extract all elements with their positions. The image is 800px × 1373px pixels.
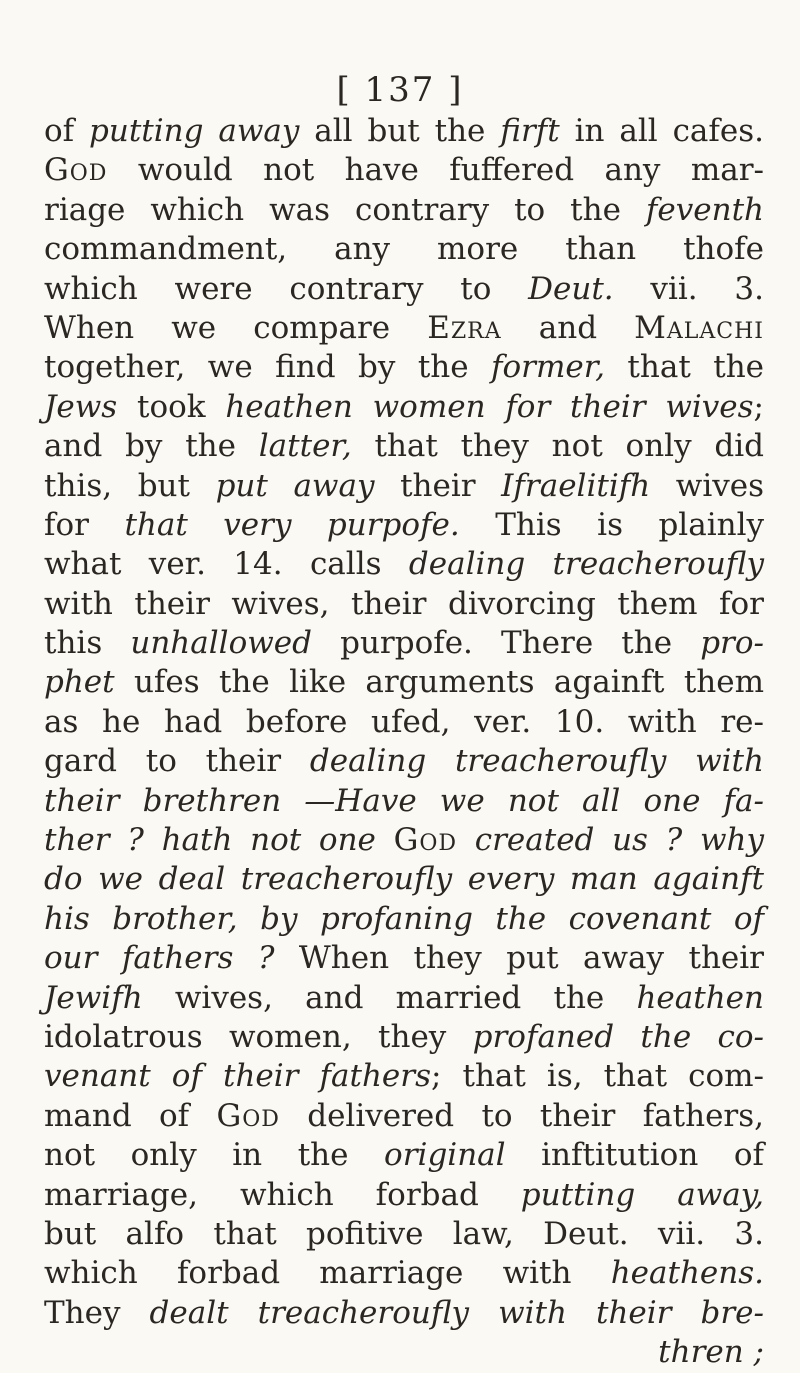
- text-line: [44, 1136, 764, 1175]
- text-span: and: [501, 309, 635, 346]
- text-span: as he had before ufed, ver. 10. with re-: [44, 703, 764, 740]
- text-line: [44, 1215, 764, 1254]
- text-line: [44, 230, 764, 269]
- text-line: [44, 112, 764, 151]
- italic-text: Ifraelitifh: [501, 467, 651, 504]
- text-span: in all cafes.: [559, 113, 764, 149]
- italic-text: latter,: [258, 428, 352, 465]
- italic-text: Jewifh: [44, 979, 143, 1016]
- text-span: wives, and married the: [142, 979, 637, 1016]
- italic-text: dealing treacheroufly with: [309, 743, 764, 780]
- italic-text: Deut.: [528, 270, 614, 307]
- text-line: [44, 860, 764, 899]
- italic-text: do we deal treacheroufly every man againft: [44, 861, 764, 898]
- text-span: commandment, any more than thofe: [44, 231, 764, 268]
- text-span: purpofe. There the: [311, 625, 701, 662]
- text-span: This is plainly: [459, 506, 765, 543]
- text-span: When we compare: [44, 309, 428, 346]
- text-span: gard to their: [44, 743, 310, 780]
- text-span: inftitution of: [505, 1137, 764, 1174]
- italic-text: heathens.: [610, 1255, 764, 1292]
- text-line: [44, 1097, 764, 1136]
- small-caps-text: Malachi: [634, 309, 764, 346]
- text-line: [44, 1254, 764, 1293]
- italic-text: put away: [215, 467, 375, 504]
- text-line: [44, 900, 764, 939]
- text-line: [44, 506, 764, 545]
- text-line: [44, 545, 764, 584]
- small-caps-text: God: [44, 152, 108, 189]
- text-span: wives: [650, 467, 765, 504]
- page-number: [ 137 ]: [336, 70, 464, 110]
- text-span: all but the: [299, 113, 501, 149]
- text-span: would not have fuffered any mar-: [107, 152, 764, 189]
- text-span: which were contrary to: [44, 270, 529, 307]
- text-span: which forbad marriage with: [44, 1255, 611, 1292]
- text-span: and by the: [44, 428, 259, 465]
- text-line: [44, 585, 764, 624]
- text-span: marriage, which forbad: [44, 1176, 521, 1213]
- italic-text: former,: [491, 349, 605, 386]
- text-span: but alfo that pofitive law, Deut. vii. 3.: [44, 1215, 764, 1252]
- italic-text: unhallowed: [130, 625, 312, 662]
- italic-text: phet: [44, 664, 115, 701]
- text-line: [44, 1333, 764, 1372]
- text-span: that they not only did: [351, 428, 764, 465]
- italic-text: his brother, by profaning the covenant of: [44, 900, 764, 937]
- text-line: [44, 663, 764, 702]
- text-span: vii. 3.: [613, 270, 764, 307]
- text-line: [44, 821, 764, 860]
- text-line: [44, 388, 764, 427]
- text-line: [44, 1018, 764, 1057]
- italic-text: heathen: [636, 979, 764, 1016]
- text-span: They: [44, 1294, 150, 1331]
- text-span: ufes the like arguments againft them: [114, 664, 764, 701]
- text-line: [44, 1294, 764, 1333]
- italic-text: venant of their fathers: [44, 1058, 431, 1095]
- text-span: ; that is, that com-: [431, 1058, 764, 1095]
- text-span: that the: [605, 349, 765, 386]
- italic-text: putting away,: [520, 1176, 764, 1213]
- text-span: this: [44, 625, 131, 662]
- text-line: [44, 939, 764, 978]
- text-line: [44, 1057, 764, 1096]
- italic-text: created us ? why: [457, 822, 764, 859]
- text-span: of: [44, 113, 90, 149]
- text-line: [44, 742, 764, 781]
- text-line: [44, 467, 764, 506]
- small-caps-text: Ezra: [427, 309, 502, 346]
- text-line: [44, 979, 764, 1018]
- text-span: for: [44, 506, 125, 543]
- italic-text: profaned the co-: [472, 1018, 764, 1055]
- text-span: with their wives, their divorcing them for: [44, 585, 764, 622]
- text-line: [44, 427, 764, 466]
- italic-text: original: [384, 1137, 506, 1174]
- italic-text: our fathers ?: [44, 940, 275, 977]
- text-span: ;: [753, 388, 764, 425]
- text-span: together, we find by the: [44, 349, 492, 386]
- text-line: [44, 151, 764, 190]
- text-span: When they put away their: [274, 940, 764, 977]
- text-line: [44, 782, 764, 821]
- text-line: [44, 703, 764, 742]
- text-line: [44, 191, 764, 230]
- italic-text: that very purpofe.: [124, 506, 460, 543]
- text-span: this, but: [44, 467, 216, 504]
- italic-text: dealing treacheroufly: [408, 546, 764, 583]
- italic-text: pro-: [700, 625, 764, 662]
- text-span: not only in the: [44, 1137, 385, 1174]
- italic-text: firft: [500, 113, 560, 149]
- text-span: their: [374, 467, 502, 504]
- italic-text: thren ;: [658, 1334, 764, 1371]
- italic-text: ther ? hath not one: [44, 822, 394, 859]
- italic-text: dealt treacheroufly with their bre-: [149, 1294, 765, 1331]
- text-line: [44, 348, 764, 387]
- italic-text: heathen women for their wives: [225, 388, 754, 425]
- italic-text: feventh: [645, 191, 764, 228]
- italic-text: Jews: [44, 388, 118, 425]
- text-span: mand of: [44, 1097, 217, 1134]
- text-span: delivered to their fathers,: [279, 1097, 764, 1134]
- text-span: riage which was contrary to the: [44, 191, 646, 228]
- italic-text: their brethren —Have we not all one fa-: [44, 782, 764, 819]
- text-line: [44, 624, 764, 663]
- body-text: [44, 112, 764, 1373]
- text-span: took: [117, 388, 226, 425]
- text-line: [44, 309, 764, 348]
- text-line: [44, 270, 764, 309]
- text-span: what ver. 14. calls: [44, 546, 409, 583]
- text-span: idolatrous women, they: [44, 1018, 473, 1055]
- italic-text: putting away: [89, 113, 300, 149]
- text-line: [44, 1176, 764, 1215]
- small-caps-text: God: [393, 822, 458, 859]
- small-caps-text: God: [216, 1097, 280, 1134]
